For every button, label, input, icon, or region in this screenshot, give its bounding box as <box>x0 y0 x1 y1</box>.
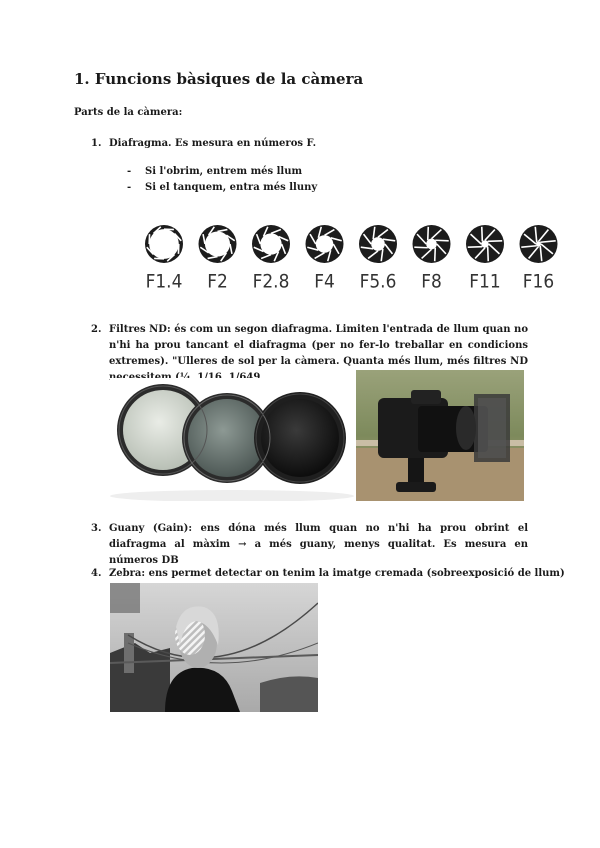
aperture-icon <box>145 225 183 263</box>
aperture-label: F11 <box>469 271 501 293</box>
bullet-item: - Si el tanquem, entra més lluny <box>127 182 318 193</box>
item-text: Filtres ND: és com un segon diafragma. Limiten l'entrada de llum quan no n'hi ha prou tancant el diafragma (per no fer-lo treballar en condicions extremes). "Ulleres de sol per la càmera. Quanta més llum, més filtres ND <box>109 324 528 367</box>
aperture-label: F2 <box>207 271 228 293</box>
aperture-icon <box>199 225 237 263</box>
item-text: Zebra: ens permet detectar on tenim la imatge cremada (sobreexposició de llum) <box>109 568 565 579</box>
aperture-icon <box>520 225 558 263</box>
aperture-label: F4 <box>314 271 335 293</box>
item-number: 2. <box>91 324 102 335</box>
page-title: 1. Funcions bàsiques de la càmera <box>74 70 364 88</box>
bullet-item: - Si l'obrim, entrem més llum <box>127 166 303 177</box>
aperture-icon <box>252 225 290 263</box>
aperture-label: F5.6 <box>359 271 397 293</box>
item-text: Guany (Gain): ens dóna més llum quan no n'hi ha prou obrint el diafragma al màxim → a més guany, menys qualitat. Es mesura en números DB <box>109 523 528 566</box>
aperture-icon <box>306 225 344 263</box>
item-text: Diafragma. Es mesura en números F. <box>109 138 317 149</box>
item-number: 3. <box>91 523 102 534</box>
camera-with-filter-photo <box>356 370 524 501</box>
nd-filters-photo <box>110 378 354 501</box>
aperture-label: F8 <box>421 271 442 293</box>
aperture-label: F2.8 <box>252 271 290 293</box>
aperture-label: F16 <box>522 271 555 293</box>
zebra-example-photo <box>110 583 318 712</box>
aperture-label: F1.4 <box>145 271 183 293</box>
list-item-guany <box>91 521 528 569</box>
bullet-text: Si l'obrim, entrem més llum <box>145 166 303 177</box>
aperture-icon <box>466 225 504 263</box>
item-number: 1. <box>91 138 102 149</box>
section-subtitle: Parts de la càmera: <box>74 107 183 118</box>
aperture-icons <box>140 222 570 272</box>
bullet-text: Si el tanquem, entra més lluny <box>145 182 318 193</box>
aperture-icon <box>413 225 451 263</box>
aperture-icon <box>359 225 397 263</box>
item-number: 4. <box>91 568 102 579</box>
aperture-diagram <box>140 222 570 302</box>
